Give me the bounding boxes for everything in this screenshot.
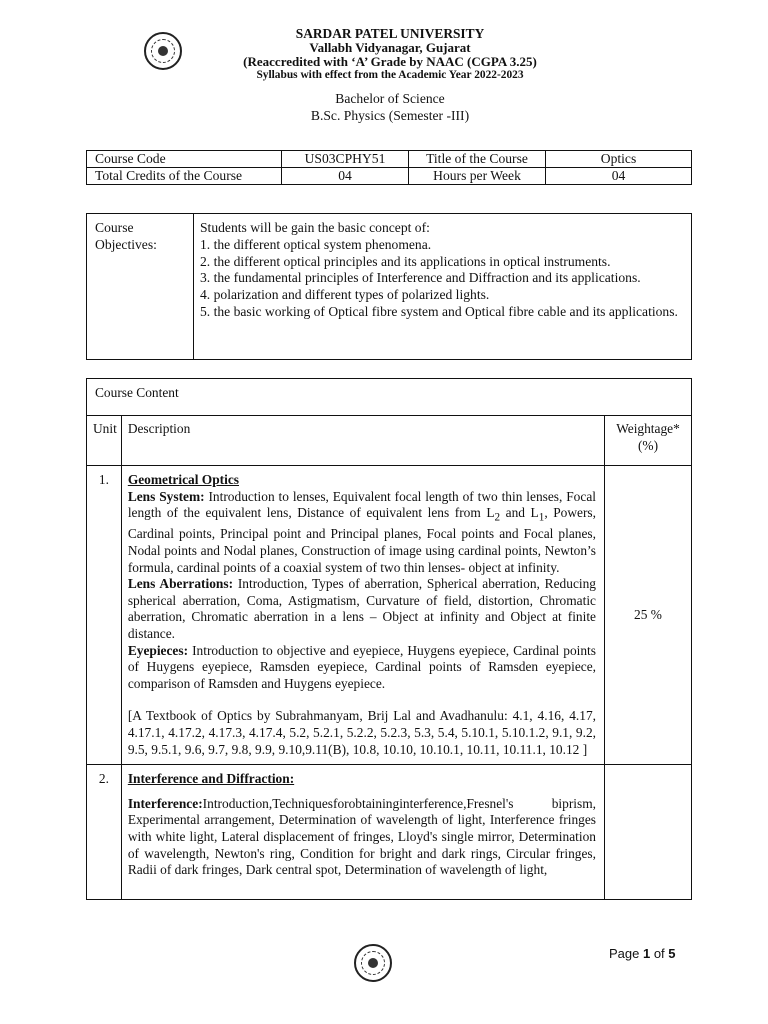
- credits-label: Total Credits of the Course: [87, 168, 282, 185]
- program-title: B.Sc. Physics (Semester -III): [310, 108, 470, 123]
- objective-item: 5. the basic working of Optical fibre system and Optical fibre cable and its applications.: [200, 303, 678, 319]
- accreditation-line: (Reaccredited with ‘A’ Grade by NAAC (CGPA 3.25): [243, 54, 537, 69]
- lens-system-paragraph: [128, 489, 596, 577]
- eyepieces-text: Introduction to objective and eyepiece, Huygens eyepiece, Cardinal points of Huygens eyepiece, Ramsden eyepiece, Cardinal points of Ramsden eyepiece, comparison of Ramsden and Huygens eyepiece.: [127, 642, 596, 691]
- objective-item: 1. the different optical system phenomena.: [200, 236, 432, 252]
- aberrations-text: Introduction, Types of aberration, Spherical aberration, Reducing spherical aberration, Coma, Astigmatism, Curvature of field, distortion, Chromatic aberration, Chromatic aberration in a lens – Object at infinity and Object at finite distance.: [127, 576, 597, 642]
- hours-value: 04: [546, 168, 692, 185]
- objectives-body: [194, 214, 692, 360]
- table-row: [87, 466, 692, 765]
- course-content-heading: Course Content: [87, 379, 692, 416]
- table-row: [87, 765, 692, 900]
- course-code-label: Course Code: [87, 151, 282, 168]
- unit-number: 2.: [87, 765, 122, 900]
- university-location: Vallabh Vidyanagar, Gujarat: [309, 40, 471, 55]
- lens-system-label: Lens System:: [127, 488, 205, 504]
- unit-weightage: [605, 765, 692, 900]
- university-seal-logo: [354, 944, 392, 982]
- page-of: of: [650, 946, 669, 961]
- course-info-table: [86, 150, 692, 185]
- col-weightage-header: [605, 416, 692, 466]
- aberrations-label: Lens Aberrations:: [127, 576, 234, 592]
- page-number: [609, 946, 676, 961]
- objective-item: 4. polarization and different types of polarized lights.: [200, 287, 490, 303]
- objectives-label-line2: Objectives:: [95, 236, 157, 252]
- objectives-intro: Students will be gain the basic concept of:: [200, 220, 430, 235]
- objectives-label: [87, 214, 194, 360]
- page-current: 1: [642, 946, 651, 961]
- course-title-label: Title of the Course: [409, 151, 546, 168]
- credits-value: 04: [282, 168, 409, 185]
- table-row: [87, 151, 692, 168]
- unit-number: 1.: [87, 466, 122, 765]
- interference-paragraph: [128, 796, 596, 879]
- hours-label: Hours per Week: [409, 168, 546, 185]
- university-name: SARDAR PATEL UNIVERSITY: [295, 26, 485, 41]
- objectives-label-line1: Course: [95, 220, 134, 235]
- col-description-header: Description: [121, 416, 604, 466]
- course-objectives-table: [86, 213, 692, 360]
- course-title-value: Optics: [546, 151, 692, 168]
- lens-text: Introduction to lenses, Equivalent focal length of two thin lenses, Focal length of the equivalent lens, Distance of equivalent lens from L: [127, 488, 596, 521]
- lens-text: , Powers, Cardinal points, Principal point and Principal planes, Focal points and Focal planes, Nodal points and Nodal planes, Construction of image using cardinal points, Newton’s formula, cardinal points of a coaxial system of two thin lenses- object at infinity.: [127, 505, 596, 575]
- university-seal-logo: [144, 32, 182, 70]
- course-code-value: US03CPHY51: [282, 151, 409, 168]
- table-row: [87, 379, 692, 416]
- eyepieces-paragraph: [128, 643, 596, 693]
- objective-item: 3. the fundamental principles of Interference and Diffraction and its applications.: [200, 270, 641, 286]
- course-content-table: [86, 378, 692, 900]
- objective-item: 2. the different optical principles and its applications in optical instruments.: [200, 253, 611, 269]
- table-row: [87, 214, 692, 360]
- reference-text: [A Textbook of Optics by Subrahmanyam, Brij Lal and Avadhanulu: 4.1, 4.16, 4.17, 4.17.1, 4.17.2, 4.17.3, 4.17.4, 5.2, 5.2.1, 5.2.2, 5.2.3, 5.3, 5.4, 5.10.1, 5.10.1.2, 9.1, 9.2, 9.5, 9.5.1, 9.6, 9.7, 9.8, 9.9, 9.10,9.11(B), 10.8, 10.10, 10.10.1, 10.11, 10.11.1, 10.12 ]: [127, 708, 596, 757]
- unit-description: [121, 466, 604, 765]
- subscript: 1: [538, 511, 545, 524]
- weightage-header-line1: Weightage*: [616, 421, 680, 436]
- subscript: 2: [494, 511, 501, 524]
- weightage-header-line2: (%): [637, 437, 659, 453]
- page-total: 5: [668, 946, 676, 961]
- table-row: [87, 416, 692, 466]
- degree-title: Bachelor of Science: [335, 91, 445, 106]
- table-row: [87, 168, 692, 185]
- syllabus-note: Syllabus with effect from the Academic Year 2022-2023: [256, 69, 524, 81]
- aberrations-paragraph: [128, 576, 596, 642]
- eyepieces-label: Eyepieces:: [127, 642, 189, 658]
- page-label: Page: [609, 946, 643, 961]
- col-unit-header: Unit: [87, 416, 122, 466]
- unit-description: [121, 765, 604, 900]
- interference-text: Introduction,Techniquesforobtaininginterference,Fresnel's biprism, Experimental arrangement, Determination of wavelength of light, Interference fringes with white light, Lateral displacement of fringes, Lloyd's single mirror, Determination of wavelength, Newton's ring, Condition for bright and dark rings, Circular fringes, Radii of dark fringes, Dark central spot, Determination of wavelength of light,: [127, 795, 596, 878]
- unit-title: Geometrical Optics: [127, 472, 239, 487]
- interference-label: Interference:: [127, 795, 203, 811]
- unit-title: Interference and Diffraction:: [127, 771, 295, 787]
- unit-weightage: 25 %: [605, 466, 692, 765]
- lens-text: and L: [500, 505, 539, 521]
